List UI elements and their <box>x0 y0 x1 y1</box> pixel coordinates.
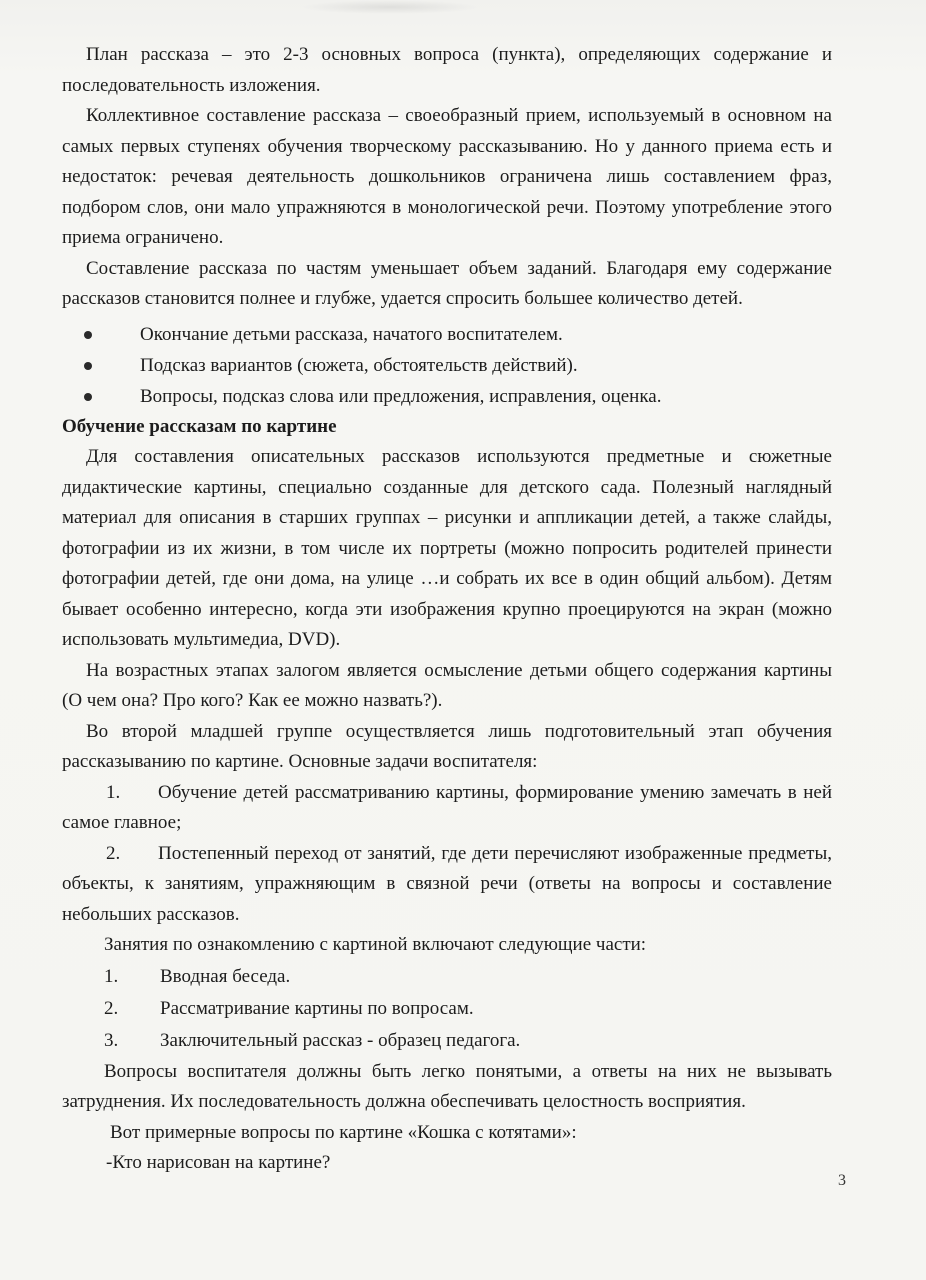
bullet-item: Окончание детьми рассказа, начатого воспитателем. <box>62 319 832 350</box>
paragraph-descriptive: Для составления описательных рассказов используются предметные и сюжетные дидактические картины, специально созданные для детского сада. Полезный наглядный материал для описания в старших группах – рисунки и аппликации детей, а также слайды, фотографии из их жизни, в том числе их портреты (можно попросить родителей принести фотографии детей, где они дома, на улице …и собрать их все в один общий альбом). Детям бывает особенно интересно, когда эти изображения крупно проецируются на экран (можно использовать мультимедиа, DVD). <box>62 446 832 650</box>
bullet-item: Вопросы, подсказ слова или предложения, исправления, оценка. <box>62 381 832 412</box>
paragraph-second-group: Во второй младшей группе осуществляется лишь подготовительный этап обучения рассказыванию по картине. Основные задачи воспитателя: <box>62 720 832 772</box>
document-body <box>62 40 832 1179</box>
list-item: 2. Рассматривание картины по вопросам. <box>104 997 474 1019</box>
parts-list <box>62 961 832 1057</box>
paragraph-lesson-parts: Занятия по ознакомлению с картиной включают следующие части: <box>104 934 647 955</box>
paragraph-example: Вот примерные вопросы по картине «Кошка с котятами»: <box>110 1121 577 1143</box>
bullet-icon <box>84 393 92 401</box>
list-item: 3. Заключительный рассказ - образец педагога. <box>104 1029 521 1051</box>
paragraph-collective: Коллективное составление рассказа – своеобразный прием, используемый в основном на самых первых ступенях обучения творческому рассказыванию. Но у данного приема есть и недостаток: речевая деятельность дошкольников ограничена лишь составлением фраз, подбором слов, они мало упражняются в монологической речи. Поэтому употребление этого приема ограничено. <box>62 105 832 248</box>
scan-artifact <box>300 0 480 14</box>
paragraph-plan: План рассказа – это 2-3 основных вопроса (пункта), определяющих содержание и последовательность изложения. <box>62 44 832 96</box>
example-question: -Кто нарисован на картине? <box>106 1152 331 1173</box>
paragraph-age-stages: На возрастных этапах залогом является осмысление детьми общего содержания картины (О чем она? Про кого? Как ее можно назвать?). <box>62 659 832 711</box>
bullet-icon <box>84 331 92 339</box>
paragraph-parts: Составление рассказа по частям уменьшает объем заданий. Благодаря ему содержание рассказов становится полнее и глубже, удается спросить большее количество детей. <box>62 257 832 309</box>
paragraph-questions: Вопросы воспитателя должны быть легко понятыми, а ответы на них не вызывать затруднения. Их последовательность должна обеспечивать целостность восприятия. <box>62 1060 832 1112</box>
page-number: 3 <box>838 1172 846 1189</box>
task-item: 2. Постепенный переход от занятий, где дети перечисляют изображенные предметы, объекты, к занятиям, упражняющим в связной речи (ответы на вопросы и составление небольших рассказов. <box>62 842 832 925</box>
bullet-item: Подсказ вариантов (сюжета, обстоятельств действий). <box>62 350 832 381</box>
bullet-icon <box>84 362 92 370</box>
section-heading: Обучение рассказам по картине <box>62 415 337 437</box>
list-item: 1. Вводная беседа. <box>104 965 291 987</box>
task-item: 1. Обучение детей рассматриванию картины, формирование умению замечать в ней самое главное; <box>62 781 832 833</box>
bullet-list <box>62 319 832 412</box>
